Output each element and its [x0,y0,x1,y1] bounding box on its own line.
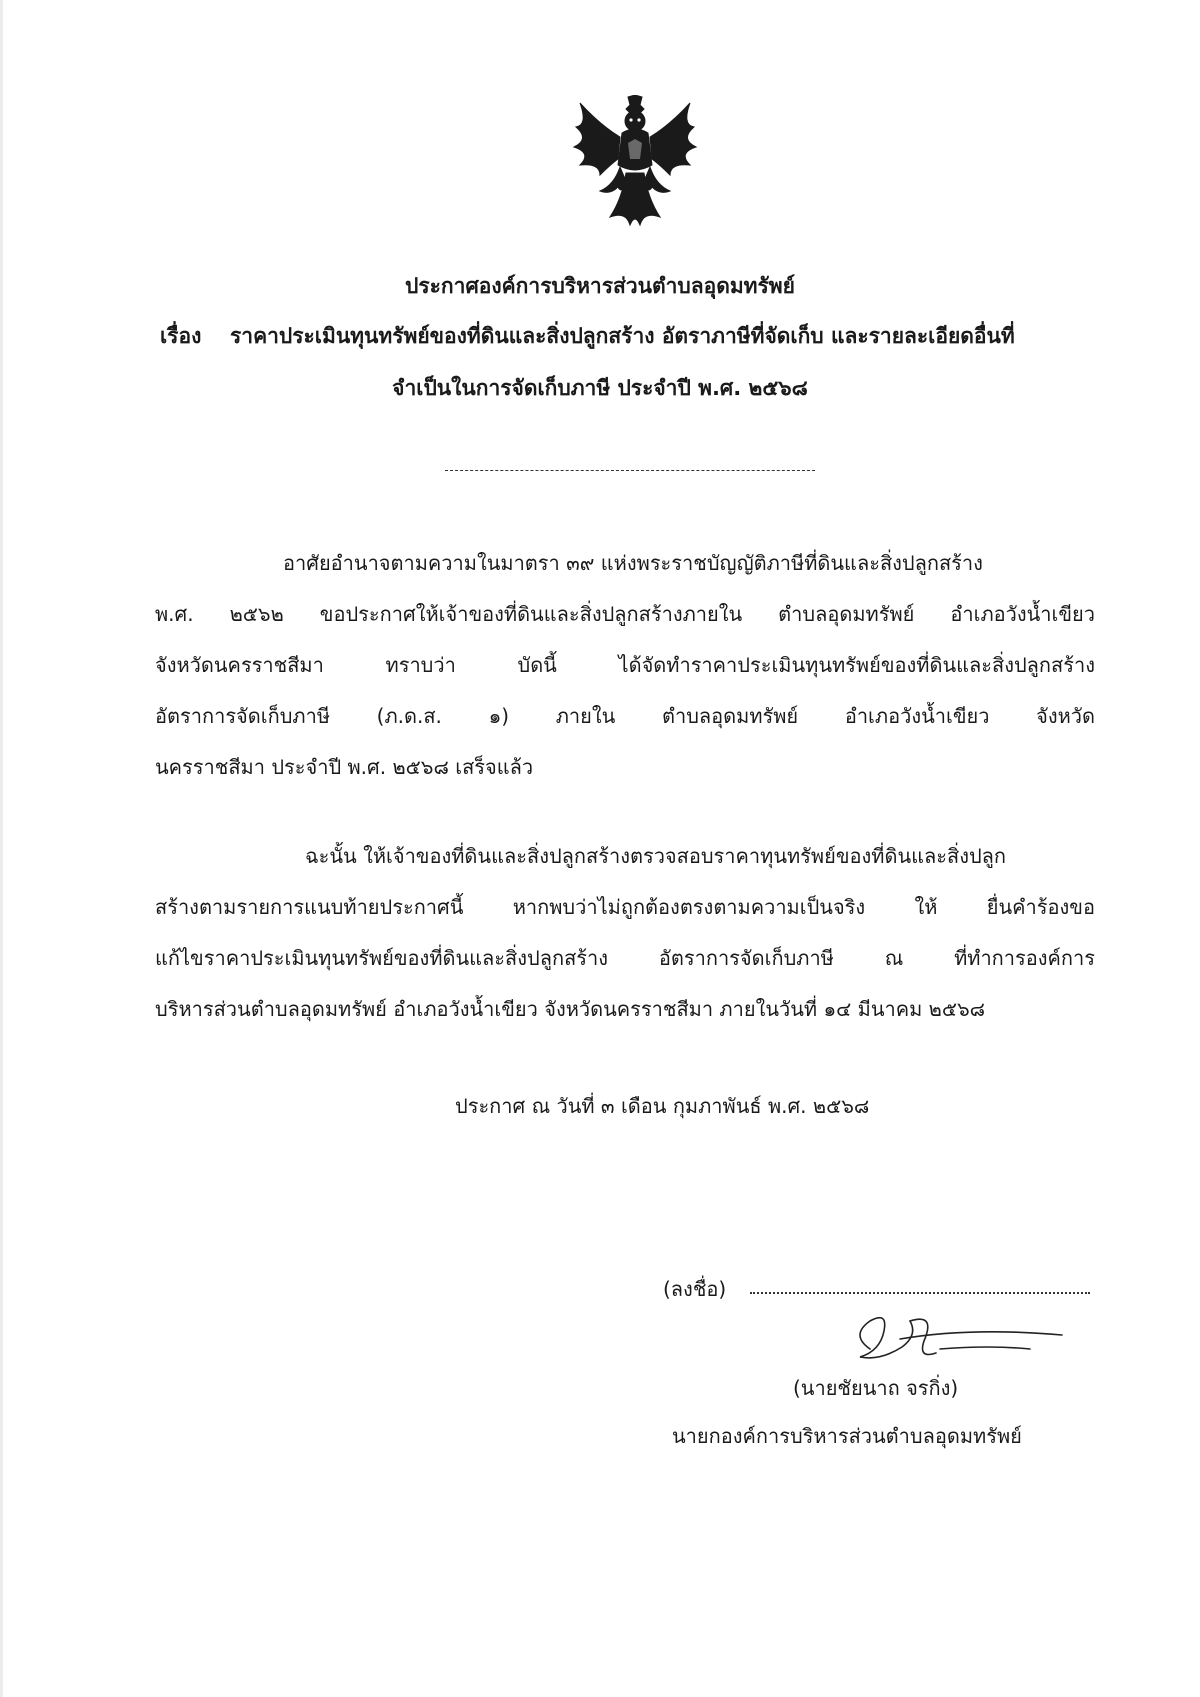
garuda-emblem-icon [570,95,700,235]
paragraph-1-line: นครราชสีมา ประจำปี พ.ศ. ๒๕๖๘ เสร็จแล้ว [155,755,534,779]
scan-edge [0,0,3,1697]
paragraph-1-line: พ.ศ. ๒๕๖๒ ขอประกาศให้เจ้าของที่ดินและสิ่งปลูกสร้างภายใน ตำบลอุดมทรัพย์ อำเภอวังน้ำเขียว [155,602,1095,626]
subject-label: เรื่อง [160,324,202,348]
paragraph-1-line: จังหวัดนครราชสีมา ทราบว่า บัดนี้ ได้จัดทำราคาประเมินทุนทรัพย์ของที่ดินและสิ่งปลูกสร้าง [155,653,1095,677]
paragraph-2-line: บริหารส่วนตำบลอุดมทรัพย์ อำเภอวังน้ำเขียว จังหวัดนครราชสีมา ภายในวันที่ ๑๔ มีนาคม ๒๕๖๘ [155,997,986,1021]
paragraph-1-line: อาศัยอำนาจตามความในมาตรา ๓๙ แห่งพระราชบัญญัติภาษีที่ดินและสิ่งปลูกสร้าง [283,551,983,575]
handwritten-signature [840,1305,1070,1375]
announcement-date: ประกาศ ณ วันที่ ๓ เดือน กุมภาพันธ์ พ.ศ. ๒๕๖๘ [455,1094,870,1118]
announcement-title: ประกาศองค์การบริหารส่วนตำบลอุดมทรัพย์ [405,274,795,298]
subject-text: ราคาประเมินทุนทรัพย์ของที่ดินและสิ่งปลูกสร้าง อัตราภาษีที่จัดเก็บ และรายละเอียดอื่นที่ [230,324,1015,348]
subject-continuation: จำเป็นในการจัดเก็บภาษี ประจำปี พ.ศ. ๒๕๖๘ [392,376,808,400]
signature-line [750,1292,1090,1294]
signatory-name: (นายชัยนาถ จรกิ่ง) [793,1376,959,1400]
signatory-position: นายกองค์การบริหารส่วนตำบลอุดมทรัพย์ [672,1424,1022,1448]
paragraph-2-line: แก้ไขราคาประเมินทุนทรัพย์ของที่ดินและสิ่งปลูกสร้าง อัตราการจัดเก็บภาษี ณ ที่ทำการองค์การ [155,946,1095,970]
subject-line [160,320,1120,353]
paragraph-2-line: สร้างตามรายการแนบท้ายประกาศนี้ หากพบว่าไม่ถูกต้องตรงตามความเป็นจริง ให้ ยื่นคำร้องขอ [155,895,1095,919]
paragraph-1-line: อัตราการจัดเก็บภาษี (ภ.ด.ส. ๑) ภายใน ตำบลอุดมทรัพย์ อำเภอวังน้ำเขียว จังหวัด [155,704,1095,728]
signature-label: (ลงชื่อ) [663,1277,727,1301]
paragraph-2-line: ฉะนั้น ให้เจ้าของที่ดินและสิ่งปลูกสร้างตรวจสอบราคาทุนทรัพย์ของที่ดินและสิ่งปลูก [305,844,1007,868]
header-divider [445,470,815,471]
